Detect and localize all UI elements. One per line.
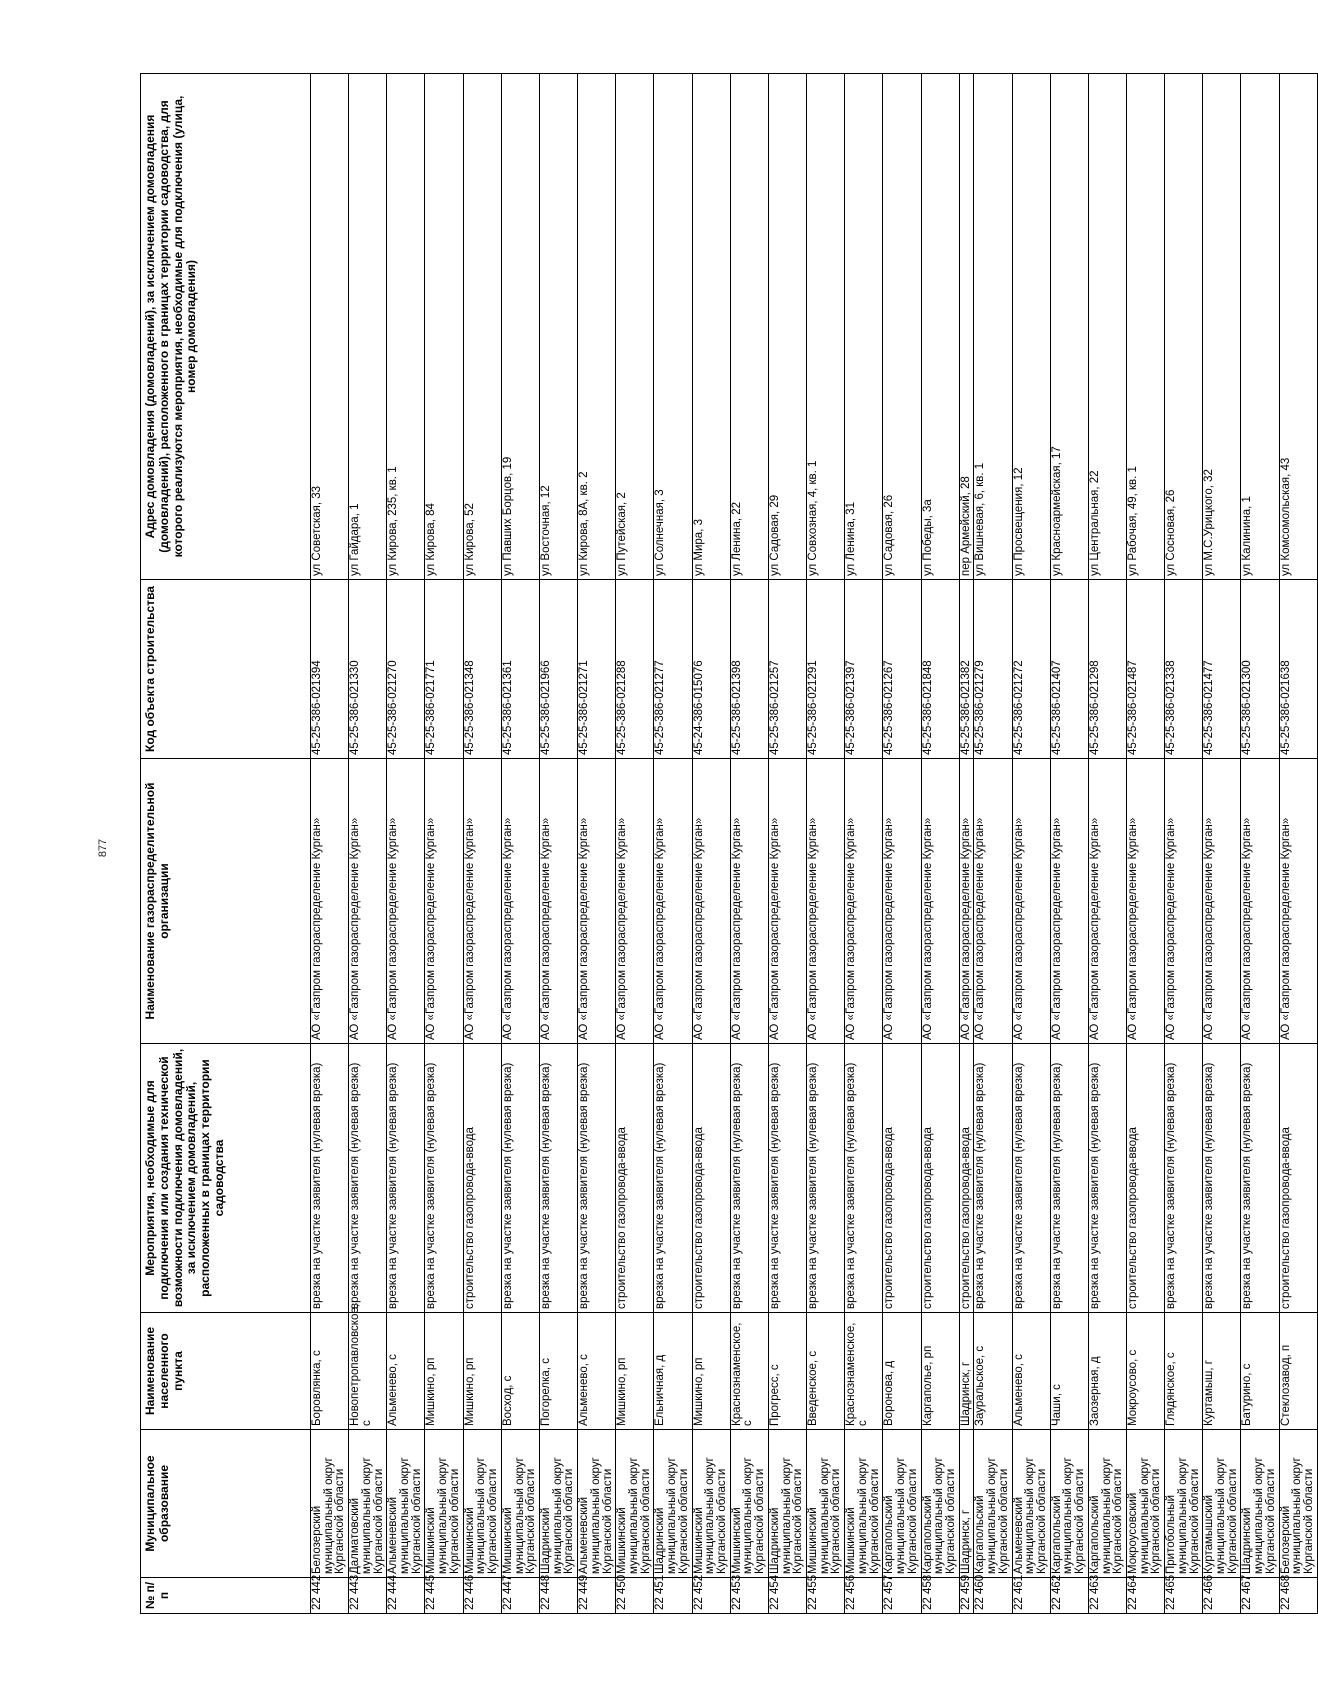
cell-organization: АО «Газпром газораспределение Курган»	[387, 759, 425, 1044]
cell-organization: АО «Газпром газораспределение Курган»	[1088, 759, 1126, 1044]
cell-object-code: 45-25-386-021407	[1050, 580, 1088, 759]
cell-settlement: Стеклозавод, п	[1279, 1313, 1317, 1430]
cell-address: ул Вишневая, 6, кв. 1	[974, 74, 1012, 580]
cell-address: ул Путейская, 2	[616, 74, 654, 580]
cell-organization: АО «Газпром газораспределение Курган»	[883, 759, 921, 1044]
cell-measure: врезка на участке заявителя (нулевая врезка)	[1241, 1044, 1279, 1313]
cell-municipality: Мокроусовский муниципальный округ Курганской области	[1127, 1430, 1165, 1578]
cell-settlement: Прогресс, с	[768, 1313, 806, 1430]
cell-object-code: 45-25-386-021288	[616, 580, 654, 759]
cell-measure: врезка на участке заявителя (нулевая врезка)	[311, 1044, 349, 1313]
table-row	[768, 74, 806, 1614]
cell-municipality: Шадринский муниципальный округ Курганской области	[539, 1430, 577, 1578]
cell-municipality: Альменевский муниципальный округ Курганской области	[387, 1430, 425, 1578]
cell-measure: врезка на участке заявителя (нулевая врезка)	[1050, 1044, 1088, 1313]
cell-municipality: Далматовский муниципальный округ Курганской области	[349, 1430, 387, 1578]
cell-municipality: Мишкинский муниципальный округ Курганской области	[807, 1430, 845, 1578]
cell-num: 22 448	[539, 1578, 577, 1614]
cell-measure: врезка на участке заявителя (нулевая врезка)	[387, 1044, 425, 1313]
cell-settlement: Погорелка, с	[539, 1313, 577, 1430]
cell-organization: АО «Газпром газораспределение Курган»	[768, 759, 806, 1044]
cell-settlement: Батурино, с	[1241, 1313, 1279, 1430]
cell-object-code: 45-25-386-021330	[349, 580, 387, 759]
cell-measure: врезка на участке заявителя (нулевая врезка)	[1203, 1044, 1241, 1313]
cell-settlement: Воронова, д	[883, 1313, 921, 1430]
cell-organization: АО «Газпром газораспределение Курган»	[616, 759, 654, 1044]
cell-measure: врезка на участке заявителя (нулевая врезка)	[845, 1044, 883, 1313]
header-settlement: Наименование населенного пункта	[141, 1313, 311, 1430]
cell-object-code: 45-25-386-021638	[1279, 580, 1317, 759]
cell-organization: АО «Газпром газораспределение Курган»	[463, 759, 501, 1044]
cell-num: 22 443	[349, 1578, 387, 1614]
cell-municipality: Каргапольский муниципальный округ Курганской области	[1050, 1430, 1088, 1578]
cell-address: ул Советская, 33	[311, 74, 349, 580]
cell-address: ул Кирова, 8А, кв. 2	[578, 74, 616, 580]
cell-municipality: Альменевский муниципальный округ Курганской области	[578, 1430, 616, 1578]
cell-num: 22 459	[959, 1578, 974, 1614]
cell-object-code: 45-25-386-021487	[1127, 580, 1165, 759]
cell-num: 22 467	[1241, 1578, 1279, 1614]
cell-settlement: Восход, с	[501, 1313, 539, 1430]
cell-settlement: Ельничная, д	[654, 1313, 692, 1430]
cell-settlement: Краснознаменское, с	[730, 1313, 768, 1430]
cell-settlement: Зауральское, с	[974, 1313, 1012, 1430]
cell-municipality: Куртамышский муниципальный округ Курганской области	[1203, 1430, 1241, 1578]
cell-measure: врезка на участке заявителя (нулевая врезка)	[654, 1044, 692, 1313]
cell-object-code: 45-25-386-021272	[1012, 580, 1050, 759]
cell-object-code: 45-25-386-021277	[654, 580, 692, 759]
cell-organization: АО «Газпром газораспределение Курган»	[539, 759, 577, 1044]
table-row	[1241, 74, 1279, 1614]
cell-measure: строительство газопровода-ввода	[692, 1044, 730, 1313]
table-row	[1050, 74, 1088, 1614]
cell-measure: строительство газопровода-ввода	[1279, 1044, 1317, 1313]
table-body	[311, 74, 1318, 1614]
cell-num: 22 462	[1050, 1578, 1088, 1614]
cell-address: ул Восточная, 12	[539, 74, 577, 580]
cell-address: ул Павших Борцов, 19	[501, 74, 539, 580]
cell-object-code: 45-25-386-021257	[768, 580, 806, 759]
gasification-table	[140, 73, 1318, 1614]
cell-address: ул Гайдара, 1	[349, 74, 387, 580]
cell-organization: АО «Газпром газораспределение Курган»	[311, 759, 349, 1044]
cell-measure: строительство газопровода-ввода	[463, 1044, 501, 1313]
cell-organization: АО «Газпром газораспределение Курган»	[349, 759, 387, 1044]
cell-object-code: 45-25-386-021382	[959, 580, 974, 759]
cell-municipality: Каргапольский муниципальный округ Курганской области	[1088, 1430, 1126, 1578]
cell-num: 22 456	[845, 1578, 883, 1614]
cell-address: ул Победы, 3а	[921, 74, 959, 580]
cell-settlement: Краснознаменское, с	[845, 1313, 883, 1430]
cell-object-code: 45-25-386-021394	[311, 580, 349, 759]
cell-num: 22 465	[1165, 1578, 1203, 1614]
cell-address: пер Армейский, 28	[959, 74, 974, 580]
cell-measure: врезка на участке заявителя (нулевая врезка)	[425, 1044, 463, 1313]
cell-measure: врезка на участке заявителя (нулевая врезка)	[807, 1044, 845, 1313]
header-measure: Мероприятия, необходимые для подключения или создания технической возможности подключения домовладений, за исключением домовладений, расположенных в границах территории садоводства	[141, 1044, 311, 1313]
cell-settlement: Каргаполье, рп	[921, 1313, 959, 1430]
cell-municipality: Мишкинский муниципальный округ Курганской области	[730, 1430, 768, 1578]
cell-address: ул Садовая, 29	[768, 74, 806, 580]
cell-settlement: Введенское, с	[807, 1313, 845, 1430]
cell-num: 22 466	[1203, 1578, 1241, 1614]
table-row	[1127, 74, 1165, 1614]
table-row	[845, 74, 883, 1614]
cell-object-code: 45-25-386-021966	[539, 580, 577, 759]
cell-municipality: Мишкинский муниципальный округ Курганской области	[616, 1430, 654, 1578]
cell-measure: строительство газопровода-ввода	[1127, 1044, 1165, 1313]
cell-organization: АО «Газпром газораспределение Курган»	[1241, 759, 1279, 1044]
cell-num: 22 442	[311, 1578, 349, 1614]
cell-measure: врезка на участке заявителя (нулевая врезка)	[539, 1044, 577, 1313]
cell-settlement: Шадринск, г	[959, 1313, 974, 1430]
cell-address: ул Солнечная, 3	[654, 74, 692, 580]
cell-measure: врезка на участке заявителя (нулевая врезка)	[501, 1044, 539, 1313]
cell-settlement: Альменево, с	[1012, 1313, 1050, 1430]
table-row	[463, 74, 501, 1614]
cell-object-code: 45-25-386-021348	[463, 580, 501, 759]
cell-organization: АО «Газпром газораспределение Курган»	[1012, 759, 1050, 1044]
cell-address: ул Кирова, 84	[425, 74, 463, 580]
cell-num: 22 453	[730, 1578, 768, 1614]
table-row	[425, 74, 463, 1614]
cell-num: 22 463	[1088, 1578, 1126, 1614]
table-row	[1279, 74, 1317, 1614]
table-row	[883, 74, 921, 1614]
cell-address: ул Калинина, 1	[1241, 74, 1279, 580]
table-row	[501, 74, 539, 1614]
cell-address: ул Комсомольская, 43	[1279, 74, 1317, 580]
cell-object-code: 45-25-386-021300	[1241, 580, 1279, 759]
cell-measure: врезка на участке заявителя (нулевая врезка)	[768, 1044, 806, 1313]
cell-measure: врезка на участке заявителя (нулевая врезка)	[1088, 1044, 1126, 1313]
cell-municipality: Шадринский муниципальный округ Курганской области	[1241, 1430, 1279, 1578]
table-row	[1088, 74, 1126, 1614]
cell-num: 22 461	[1012, 1578, 1050, 1614]
cell-num: 22 452	[692, 1578, 730, 1614]
cell-organization: АО «Газпром газораспределение Курган»	[921, 759, 959, 1044]
cell-organization: АО «Газпром газораспределение Курган»	[692, 759, 730, 1044]
cell-num: 22 444	[387, 1578, 425, 1614]
cell-organization: АО «Газпром газораспределение Курган»	[501, 759, 539, 1044]
cell-settlement: Боровлянка, с	[311, 1313, 349, 1430]
cell-num: 22 464	[1127, 1578, 1165, 1614]
cell-num: 22 445	[425, 1578, 463, 1614]
cell-organization: АО «Газпром газораспределение Курган»	[578, 759, 616, 1044]
cell-organization: АО «Газпром газораспределение Курган»	[845, 759, 883, 1044]
cell-settlement: Глядянское, с	[1165, 1313, 1203, 1430]
cell-municipality: Шадринский муниципальный округ Курганской области	[654, 1430, 692, 1578]
cell-organization: АО «Газпром газораспределение Курган»	[1165, 759, 1203, 1044]
cell-address: ул Рабочая, 49, кв. 1	[1127, 74, 1165, 580]
cell-object-code: 45-25-386-021270	[387, 580, 425, 759]
cell-organization: АО «Газпром газораспределение Курган»	[807, 759, 845, 1044]
cell-address: ул Просвещения, 12	[1012, 74, 1050, 580]
cell-municipality: Белозерский муниципальный округ Курганской области	[311, 1430, 349, 1578]
table-row	[921, 74, 959, 1614]
cell-measure: врезка на участке заявителя (нулевая врезка)	[730, 1044, 768, 1313]
header-address: Адрес домовладения (домовладений), за исключением домовладения (домовладений), расположенного в границах территории садоводства, для которого реализуются мероприятия, необходимые для подключения (улица, номер домовладения)	[141, 74, 311, 580]
cell-settlement: Заозерная, д	[1088, 1313, 1126, 1430]
cell-municipality: Шадринск, г	[959, 1430, 974, 1578]
cell-num: 22 451	[654, 1578, 692, 1614]
cell-settlement: Альменево, с	[578, 1313, 616, 1430]
cell-object-code: 45-25-386-021298	[1088, 580, 1126, 759]
cell-measure: врезка на участке заявителя (нулевая врезка)	[578, 1044, 616, 1313]
cell-object-code: 45-25-386-021279	[974, 580, 1012, 759]
cell-object-code: 45-25-386-021291	[807, 580, 845, 759]
cell-object-code: 45-25-386-021397	[845, 580, 883, 759]
cell-settlement: Альменево, с	[387, 1313, 425, 1430]
cell-municipality: Альменевский муниципальный округ Курганской области	[1012, 1430, 1050, 1578]
table-row	[654, 74, 692, 1614]
header-municipality: Муниципальное образование	[141, 1430, 311, 1578]
cell-object-code: 45-24-386-015076	[692, 580, 730, 759]
cell-num: 22 449	[578, 1578, 616, 1614]
table-row	[311, 74, 349, 1614]
cell-organization: АО «Газпром газораспределение Курган»	[654, 759, 692, 1044]
cell-settlement: Мишкино, рп	[463, 1313, 501, 1430]
cell-organization: АО «Газпром газораспределение Курган»	[1203, 759, 1241, 1044]
table-row	[578, 74, 616, 1614]
cell-measure: врезка на участке заявителя (нулевая врезка)	[974, 1044, 1012, 1313]
table-row	[616, 74, 654, 1614]
cell-measure: строительство газопровода-ввода	[883, 1044, 921, 1313]
cell-address: ул Кирова, 52	[463, 74, 501, 580]
table-row	[1203, 74, 1241, 1614]
cell-settlement: Мишкино, рп	[616, 1313, 654, 1430]
header-object-code: Код объекта строительства	[141, 580, 311, 759]
header-organization: Наименование газораспределительной организации	[141, 759, 311, 1044]
cell-municipality: Каргапольский муниципальный округ Курганской области	[974, 1430, 1012, 1578]
cell-municipality: Каргапольский муниципальный округ Курганской области	[883, 1430, 921, 1578]
cell-address: ул Совхозная, 4, кв. 1	[807, 74, 845, 580]
page-number: 877	[97, 838, 109, 858]
table-row	[349, 74, 387, 1614]
cell-address: ул Мира, 3	[692, 74, 730, 580]
cell-municipality: Мишкинский муниципальный округ Курганской области	[425, 1430, 463, 1578]
cell-organization: АО «Газпром газораспределение Курган»	[959, 759, 974, 1044]
cell-organization: АО «Газпром газораспределение Курган»	[730, 759, 768, 1044]
cell-organization: АО «Газпром газораспределение Курган»	[1127, 759, 1165, 1044]
table-row	[387, 74, 425, 1614]
cell-settlement: Чаши, с	[1050, 1313, 1088, 1430]
cell-organization: АО «Газпром газораспределение Курган»	[1050, 759, 1088, 1044]
cell-address: ул Красноармейская, 17	[1050, 74, 1088, 580]
cell-municipality: Мишкинский муниципальный округ Курганской области	[501, 1430, 539, 1578]
cell-municipality: Белозерский муниципальный округ Курганской области	[1279, 1430, 1317, 1578]
cell-measure: строительство газопровода-ввода	[959, 1044, 974, 1313]
cell-address: ул Центральная, 22	[1088, 74, 1126, 580]
cell-settlement: Новопетропавловское, с	[349, 1313, 387, 1430]
cell-organization: АО «Газпром газораспределение Курган»	[974, 759, 1012, 1044]
cell-address: ул Кирова, 235, кв. 1	[387, 74, 425, 580]
table-row	[974, 74, 1012, 1614]
cell-municipality: Мишкинский муниципальный округ Курганской области	[463, 1430, 501, 1578]
cell-municipality: Каргапольский муниципальный округ Курганской области	[921, 1430, 959, 1578]
table-row	[959, 74, 974, 1614]
table-row	[730, 74, 768, 1614]
table-row	[1165, 74, 1203, 1614]
cell-num: 22 457	[883, 1578, 921, 1614]
cell-address: ул М.С.Урицкого, 32	[1203, 74, 1241, 580]
cell-num: 22 446	[463, 1578, 501, 1614]
table-row	[692, 74, 730, 1614]
cell-settlement: Мокроусово, с	[1127, 1313, 1165, 1430]
cell-municipality: Мишкинский муниципальный округ Курганской области	[845, 1430, 883, 1578]
cell-object-code: 45-25-386-021477	[1203, 580, 1241, 759]
cell-num: 22 447	[501, 1578, 539, 1614]
cell-num: 22 455	[807, 1578, 845, 1614]
cell-settlement: Куртамыш, г	[1203, 1313, 1241, 1430]
cell-municipality: Мишкинский муниципальный округ Курганской области	[692, 1430, 730, 1578]
cell-num: 22 454	[768, 1578, 806, 1614]
cell-num: 22 460	[974, 1578, 1012, 1614]
cell-object-code: 45-25-386-021398	[730, 580, 768, 759]
cell-settlement: Мишкино, рп	[692, 1313, 730, 1430]
cell-object-code: 45-25-386-021771	[425, 580, 463, 759]
cell-organization: АО «Газпром газораспределение Курган»	[425, 759, 463, 1044]
header-row	[141, 74, 311, 1614]
cell-measure: строительство газопровода-ввода	[921, 1044, 959, 1313]
cell-measure: врезка на участке заявителя (нулевая врезка)	[349, 1044, 387, 1313]
cell-measure: врезка на участке заявителя (нулевая врезка)	[1012, 1044, 1050, 1313]
cell-settlement: Мишкино, рп	[425, 1313, 463, 1430]
cell-organization: АО «Газпром газораспределение Курган»	[1279, 759, 1317, 1044]
cell-object-code: 45-25-386-021848	[921, 580, 959, 759]
rotated-table-wrapper	[140, 74, 1316, 1614]
cell-address: ул Садовая, 26	[883, 74, 921, 580]
table-row	[807, 74, 845, 1614]
cell-object-code: 45-25-386-021267	[883, 580, 921, 759]
header-num: № п/п	[141, 1578, 311, 1614]
cell-address: ул Ленина, 31	[845, 74, 883, 580]
table-row	[1012, 74, 1050, 1614]
cell-measure: строительство газопровода-ввода	[616, 1044, 654, 1313]
cell-address: ул Ленина, 22	[730, 74, 768, 580]
cell-object-code: 45-25-386-021271	[578, 580, 616, 759]
table-row	[539, 74, 577, 1614]
cell-num: 22 458	[921, 1578, 959, 1614]
cell-municipality: Притобольный муниципальный округ Курганской области	[1165, 1430, 1203, 1578]
cell-object-code: 45-25-386-021361	[501, 580, 539, 759]
cell-measure: врезка на участке заявителя (нулевая врезка)	[1165, 1044, 1203, 1313]
cell-object-code: 45-25-386-021338	[1165, 580, 1203, 759]
cell-num: 22 450	[616, 1578, 654, 1614]
cell-num: 22 468	[1279, 1578, 1317, 1614]
cell-address: ул Сосновая, 26	[1165, 74, 1203, 580]
cell-municipality: Шадринский муниципальный округ Курганской области	[768, 1430, 806, 1578]
